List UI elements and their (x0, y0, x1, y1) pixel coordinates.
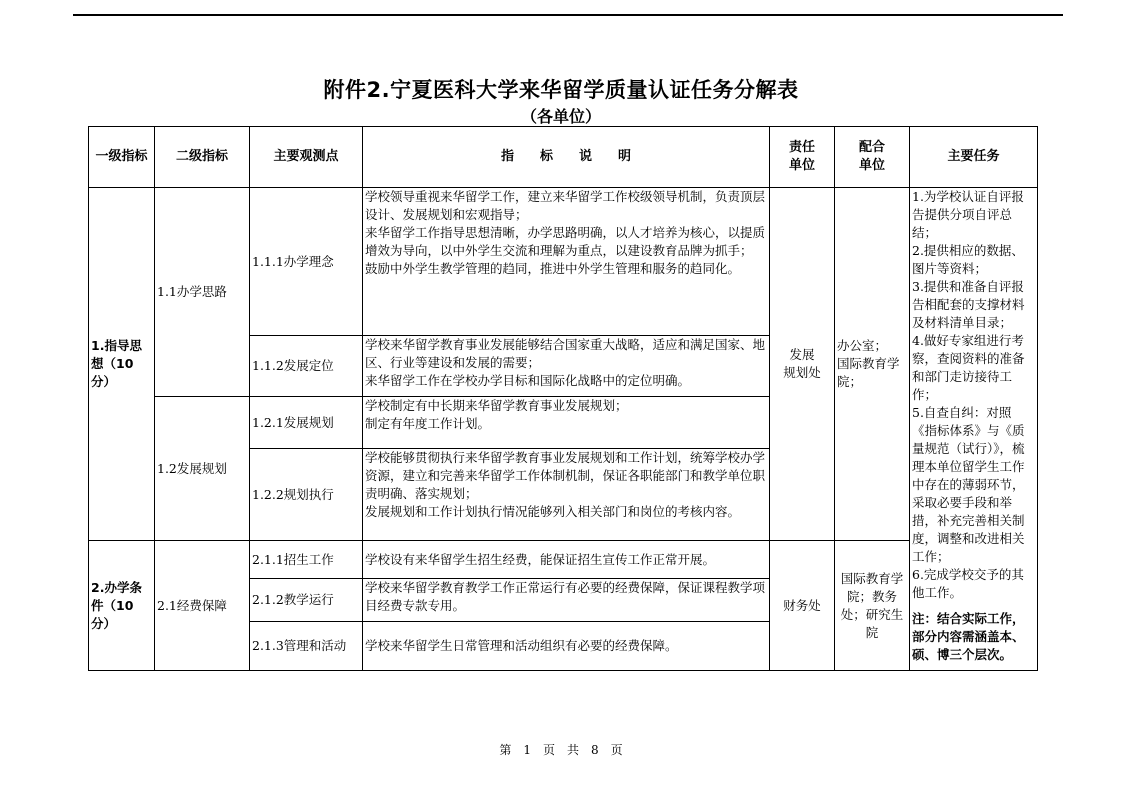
description-cell (363, 541, 770, 579)
description-cell (363, 579, 770, 622)
level2-cell: 1.1办学思路 (155, 188, 250, 397)
description-line: 学校制定有中长期来华留学教育事业发展规划； (365, 398, 628, 413)
description-cell (363, 188, 770, 336)
description-line: 来华留学工作在学校办学目标和国际化战略中的定位明确。 (365, 373, 691, 388)
responsible-cell: 财务处 (770, 541, 835, 671)
description-line: 鼓励中外学生教学管理的趋同，推进中外学生管理和服务的趋同化。 (365, 261, 741, 276)
cooperating-cell: 国际教育学院；教务处；研究生院 (835, 541, 910, 671)
tasks-cell (910, 188, 1038, 671)
description-cell (363, 336, 770, 397)
header-level2: 二级指标 (155, 127, 250, 188)
description-cell (363, 622, 770, 671)
observation-cell: 2.1.2教学运行 (250, 579, 363, 622)
description-line: 发展规划和工作计划执行情况能够列入相关部门和岗位的考核内容。 (365, 504, 741, 519)
task-item: 6.完成学校交予的其他工作。 (912, 567, 1024, 600)
description-line: 学校来华留学生日常管理和活动组织有必要的经费保障。 (365, 638, 678, 653)
description-line: 学校能够贯彻执行来华留学教育事业发展规划和工作计划，统筹学校办学资源，建立和完善来华留学工作体制机制，保证各职能部门和教学单位职责明确、落实规划； (365, 450, 766, 501)
page-subtitle: （各单位） (520, 107, 601, 126)
top-rule (73, 14, 1063, 16)
header-row (89, 127, 1038, 188)
observation-cell: 2.1.1招生工作 (250, 541, 363, 579)
task-item: 1.为学校认证自评报告提供分项自评总结； (912, 189, 1024, 240)
observation-cell: 1.2.2规划执行 (250, 449, 363, 541)
page-footer: 第 1 页 共 8 页 (499, 743, 623, 757)
level2-cell: 2.1经费保障 (155, 541, 250, 671)
table-row (89, 541, 1038, 579)
task-breakdown-table (88, 126, 1038, 671)
description-line: 学校领导重视来华留学工作，建立来华留学工作校级领导机制，负责顶层设计、发展规划和宏观指导； (365, 189, 766, 222)
description-line: 学校设有来华留学生招生经费，能保证招生宣传工作正常开展。 (365, 551, 716, 567)
observation-cell: 1.2.1发展规划 (250, 397, 363, 449)
description-line: 制定有年度工作计划。 (365, 416, 491, 431)
description-line: 来华留学工作指导思想清晰，办学思路明确，以人才培养为核心，以提质增效为导向，以中外学生交流和理解为重点，以建设教育品牌为抓手； (365, 225, 766, 258)
description-line: 学校来华留学教育事业发展能够结合国家重大战略，适应和满足国家、地区、行业等建设和发展的需要； (365, 337, 766, 370)
level1-cell: 2.办学条件（10分） (89, 541, 155, 671)
description-cell (363, 449, 770, 541)
header-cooperating: 配合 单位 (835, 127, 910, 188)
header-description: 指 标 说 明 (363, 127, 770, 188)
task-item: 5.自查自纠：对照《指标体系》与《质量规范（试行）》，梳理本单位留学生工作中存在的薄弱环节，采取必要手段和举措，补充完善相关制度，调整和改进相关工作； (912, 405, 1025, 564)
responsible-cell: 发展 规划处 (770, 188, 835, 541)
level2-cell: 1.2发展规划 (155, 397, 250, 541)
header-level1: 一级指标 (89, 127, 155, 188)
table-row (89, 188, 1038, 336)
description-line: 学校来华留学教育教学工作正常运行有必要的经费保障，保证课程教学项目经费专款专用。 (365, 580, 766, 613)
cooperating-cell: 办公室； 国际教育学院； (835, 188, 910, 541)
task-item: 2.提供相应的数据、图片等资料； (912, 243, 1024, 276)
observation-cell: 1.1.2发展定位 (250, 336, 363, 397)
observation-cell: 2.1.3管理和活动 (250, 622, 363, 671)
header-responsible: 责任 单位 (770, 127, 835, 188)
header-observation: 主要观测点 (250, 127, 363, 188)
header-tasks: 主要任务 (910, 127, 1038, 188)
level1-cell: 1.指导思想（10分） (89, 188, 155, 541)
observation-cell: 1.1.1办学理念 (250, 188, 363, 336)
page-title: 附件2.宁夏医科大学来华留学质量认证任务分解表 (323, 78, 799, 102)
tasks-note: 注：结合实际工作，部分内容需涵盖本、硕、博三个层次。 (912, 611, 1025, 662)
task-item: 3.提供和准备自评报告相配套的支撑材料及材料清单目录； (912, 279, 1025, 330)
description-cell (363, 397, 770, 449)
task-item: 4.做好专家组进行考察，查阅资料的准备和部门走访接待工作； (912, 333, 1025, 402)
